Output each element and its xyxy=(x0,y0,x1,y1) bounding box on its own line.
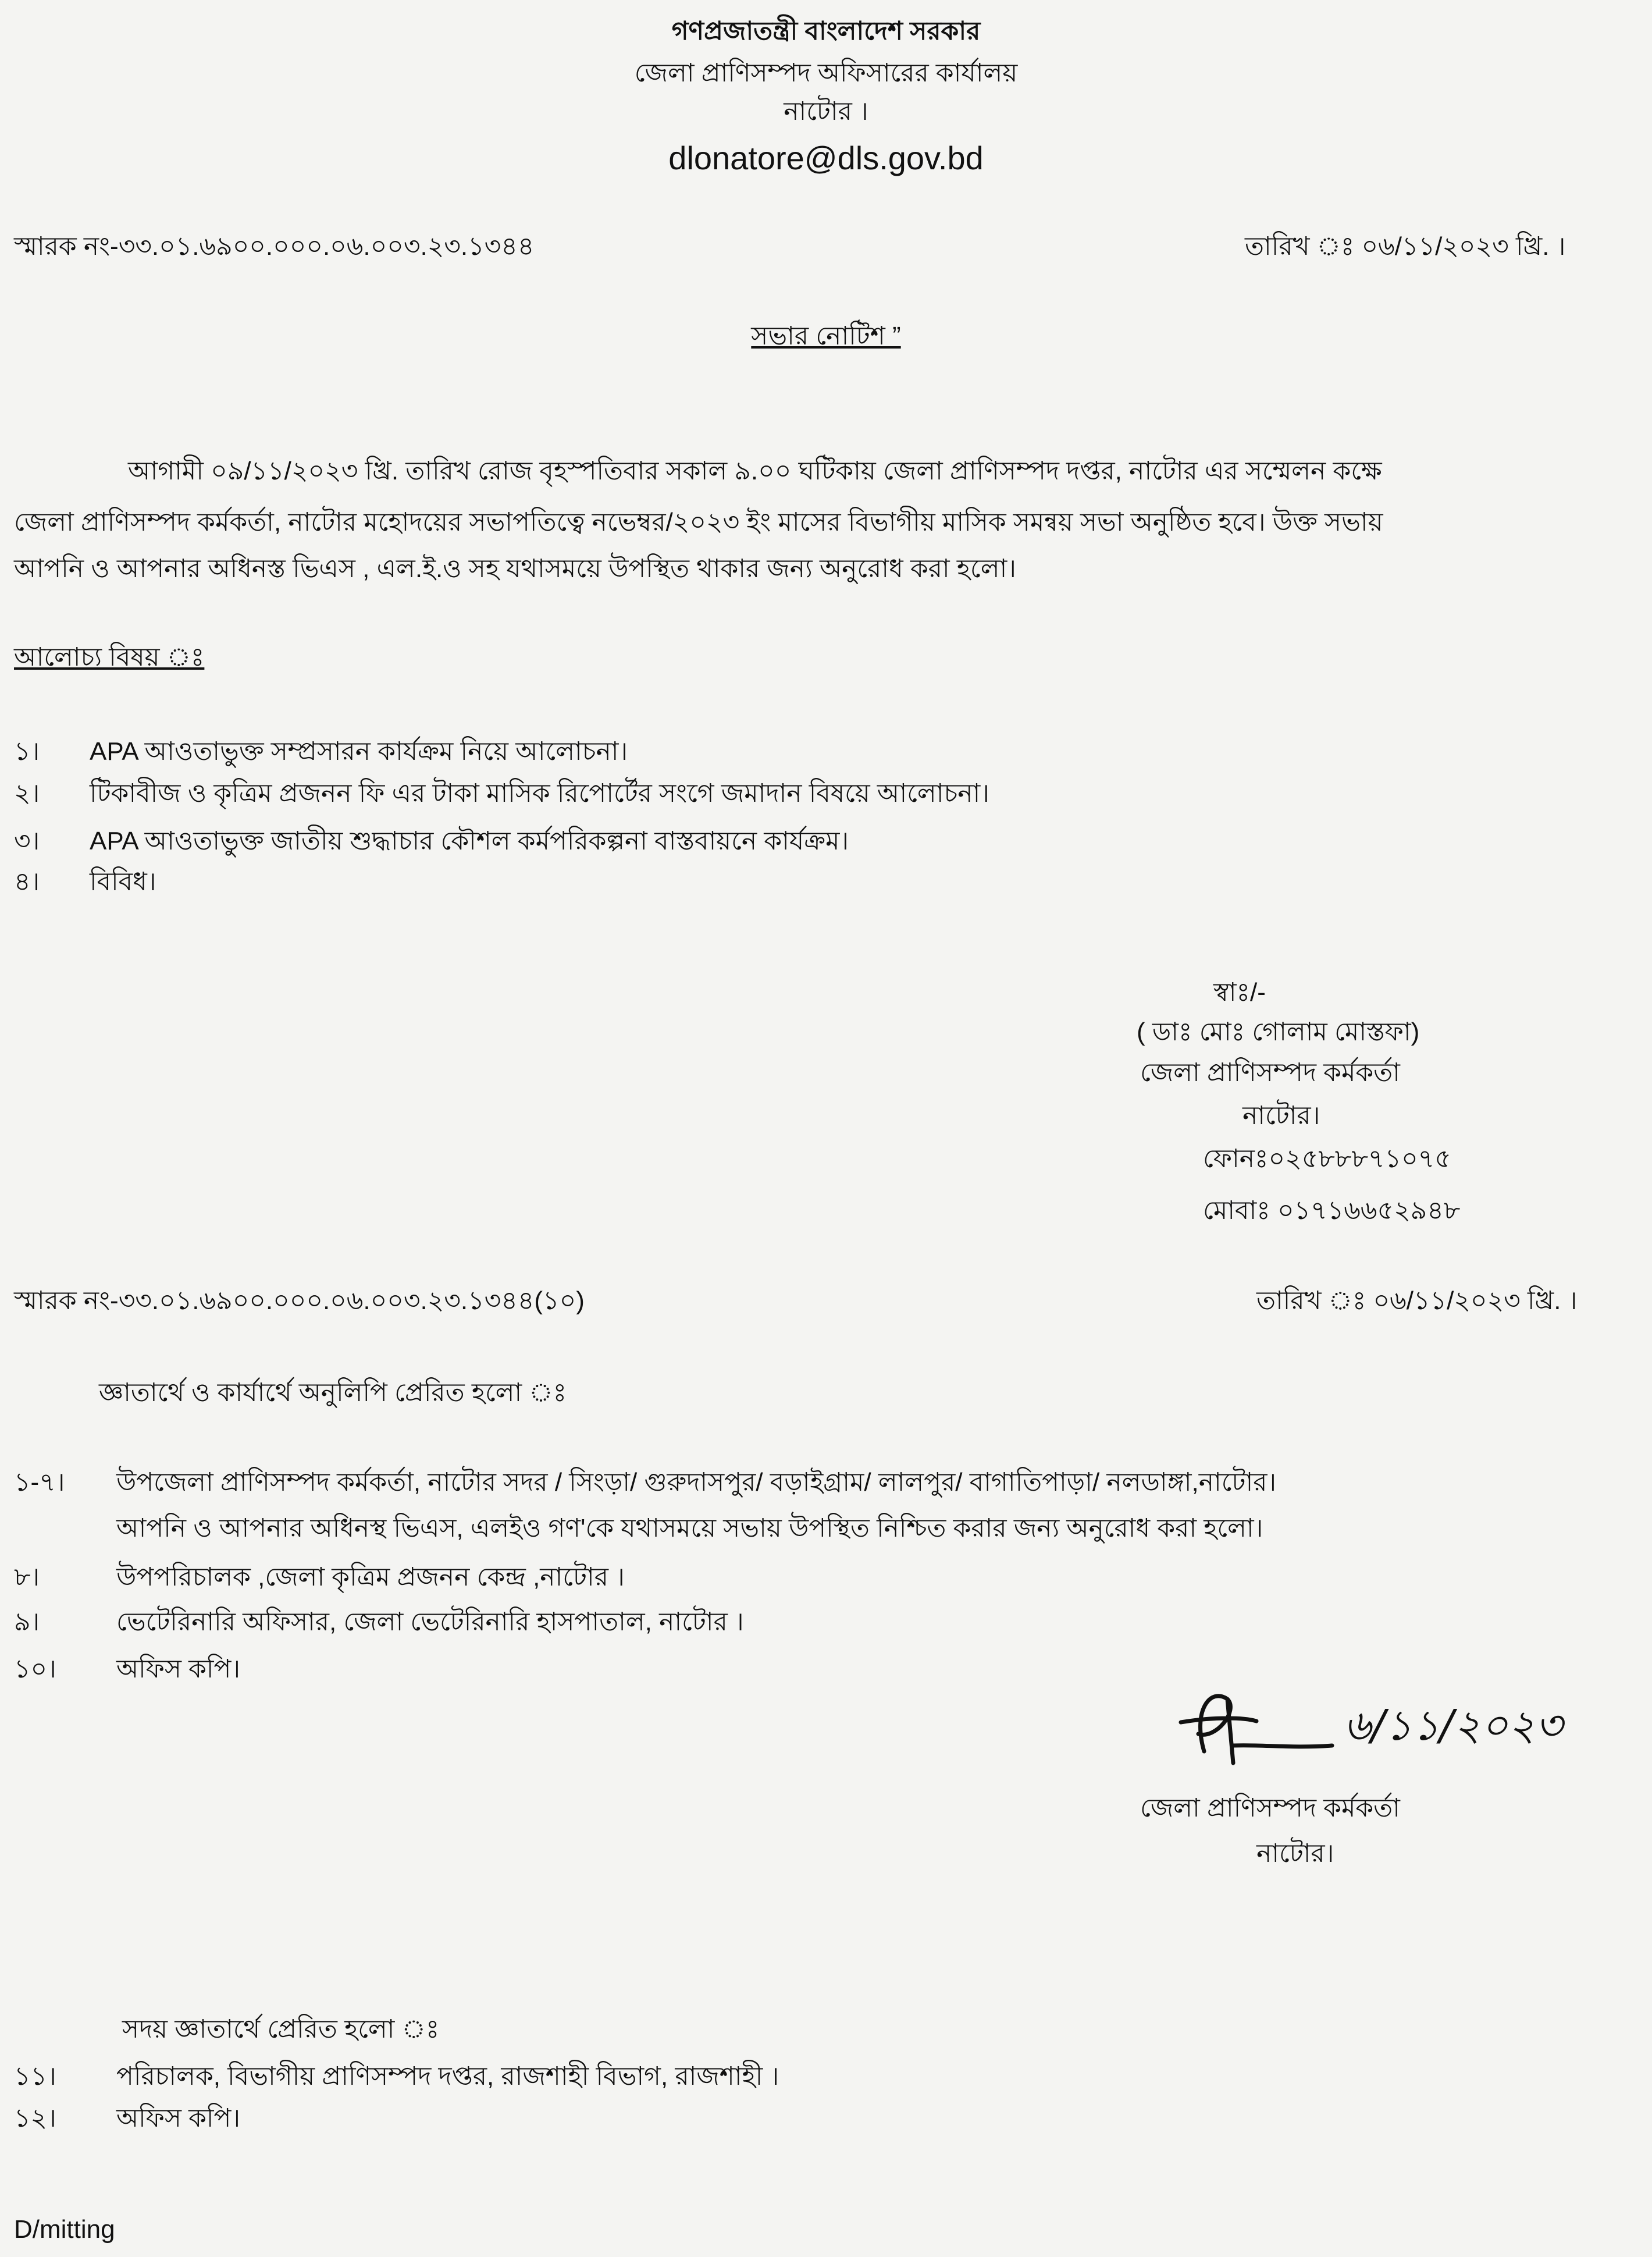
file-reference: D/mitting xyxy=(14,2215,115,2244)
signatory-designation: জেলা প্রাণিসম্পদ কর্মকর্তা xyxy=(1140,1058,1400,1087)
item-text: অফিস কপি। xyxy=(116,2104,241,2132)
item-text: উপজেলা প্রাণিসম্পদ কর্মকর্তা, নাটোর সদর / সিংড়া/ গুরুদাসপুর/ বড়াইগ্রাম/ লালপুর/ বাগাতিপাড়া/ নলডাঙ্গা,নাটোর। xyxy=(116,1468,1277,1497)
item-text: ভেটেরিনারি অফিসার, জেলা ভেটেরিনারি হাসপাতাল, নাটোর । xyxy=(116,1608,744,1636)
signatory-name: ( ডাঃ মোঃ গোলাম মোস্তফা) xyxy=(1137,1018,1420,1046)
copy-item xyxy=(14,1607,744,1638)
item-text: পরিচালক, বিভাগীয় প্রাণিসম্পদ দপ্তর, রাজশাহী বিভাগ, রাজশাহী । xyxy=(116,2062,779,2091)
item-number: ১১। xyxy=(14,2062,56,2091)
item-text: টিকাবীজ ও কৃত্রিম প্রজনন ফি এর টাকা মাসিক রিপোর্টের সংগে জমাদান বিষয়ে আলোচনা। xyxy=(90,779,989,808)
item-number: ৪। xyxy=(14,868,40,896)
agenda-heading: আলোচ্য বিষয় ঃ xyxy=(14,643,205,671)
signatory-phone: ফোনঃ০২৫৮৮৮৭১০৭৫ xyxy=(1203,1145,1451,1173)
item-number: ১০। xyxy=(14,1655,56,1683)
signed-mark: স্বাঃ/- xyxy=(1213,978,1266,1007)
info-item xyxy=(14,2103,241,2134)
signature-designation: জেলা প্রাণিসম্পদ কর্মকর্তা xyxy=(1140,1794,1400,1822)
item-number: ১। xyxy=(14,737,40,766)
item-number: ৯। xyxy=(14,1608,40,1636)
memo2-ref: স্মারক নং-৩৩.০১.৬৯০০.০০০.০৬.০০৩.২৩.১৩৪৪(১০) xyxy=(14,1286,585,1315)
handwritten-date: ৬/১১/২০২৩ xyxy=(1344,1701,1563,1750)
govt-name: গণপ্রজাতন্ত্রী বাংলাদেশ সরকার xyxy=(671,17,981,45)
item-number: ২। xyxy=(14,779,40,808)
memo2-date: তারিখ ঃ ০৬/১১/২০২৩ খ্রি. । xyxy=(1256,1286,1578,1315)
handwritten-signature xyxy=(1169,1676,1563,1780)
notice-title: সভার নোটিশ ” xyxy=(751,322,901,350)
memo-date: তারিখ ঃ ০৬/১১/২০২৩ খ্রি. । xyxy=(1245,232,1566,261)
copy-item xyxy=(14,1654,241,1685)
agenda-item xyxy=(14,867,156,898)
signatory-mobile: মোবাঃ ০১৭১৬৬৫২৯৪৮ xyxy=(1203,1196,1461,1225)
office-location: নাটোর । xyxy=(784,97,868,126)
item-text: APA আওতাভুক্ত সম্প্রসারন কার্যক্রম নিয়ে আলোচনা। xyxy=(90,737,628,766)
signature-place: নাটোর। xyxy=(1256,1839,1334,1868)
copy-item xyxy=(14,1562,625,1593)
body-line-1: আগামী ০৯/১১/২০২৩ খ্রি. তারিখ রোজ বৃহস্পতিবার সকাল ৯.০০ ঘটিকায় জেলা প্রাণিসম্পদ দপ্তর, নাটোর এর সম্মেলন কক্ষে xyxy=(128,457,1382,485)
agenda-item xyxy=(14,826,849,857)
item-number: ১-৭। xyxy=(14,1468,65,1497)
info-intro: সদয় জ্ঞাতার্থে প্রেরিত হলো ঃ xyxy=(122,2015,440,2043)
item-text: অফিস কপি। xyxy=(116,1655,241,1683)
info-item xyxy=(14,2061,779,2092)
item-number: ৩। xyxy=(14,827,40,855)
body-line-3: আপনি ও আপনার অধিনস্ত ভিএস , এল.ই.ও সহ যথাসময়ে উপস্থিত থাকার জন্য অনুরোধ করা হলো। xyxy=(14,555,1016,583)
item-text: বিবিধ। xyxy=(90,868,156,896)
copies-intro: জ্ঞাতার্থে ও কার্যার্থে অনুলিপি প্রেরিত হলো ঃ xyxy=(99,1378,567,1407)
agenda-item xyxy=(14,737,628,767)
copy-item-continuation: আপনি ও আপনার অধিনস্থ ভিএস, এলইও গণ'কে যথাসময়ে সভায় উপস্থিত নিশ্চিত করার জন্য অনুরোধ করা হলো। xyxy=(116,1514,1263,1542)
body-line-2: জেলা প্রাণিসম্পদ কর্মকর্তা, নাটোর মহোদয়ের সভাপতিত্বে নভেম্বর/২০২৩ ইং মাসের বিভাগীয় মাসিক সমন্বয় সভা অনুষ্ঠিত হবে। উক্ত সভায় xyxy=(14,508,1383,536)
agenda-item xyxy=(14,779,989,809)
item-text: APA আওতাভুক্ত জাতীয় শুদ্ধাচার কৌশল কর্মপরিকল্পনা বাস্তবায়নে কার্যক্রম। xyxy=(90,827,849,855)
office-name: জেলা প্রাণিসম্পদ অফিসারের কার্যালয় xyxy=(634,59,1018,87)
signatory-place: নাটোর। xyxy=(1242,1101,1320,1130)
item-number: ৮। xyxy=(14,1563,40,1591)
office-email: dlonatore@dls.gov.bd xyxy=(668,140,984,176)
copy-item xyxy=(14,1467,1277,1498)
item-number: ১২। xyxy=(14,2104,56,2132)
memo-ref: স্মারক নং-৩৩.০১.৬৯০০.০০০.০৬.০০৩.২৩.১৩৪৪ xyxy=(14,232,535,261)
item-text: উপপরিচালক ,জেলা কৃত্রিম প্রজনন কেন্দ্র ,নাটোর । xyxy=(116,1563,625,1591)
